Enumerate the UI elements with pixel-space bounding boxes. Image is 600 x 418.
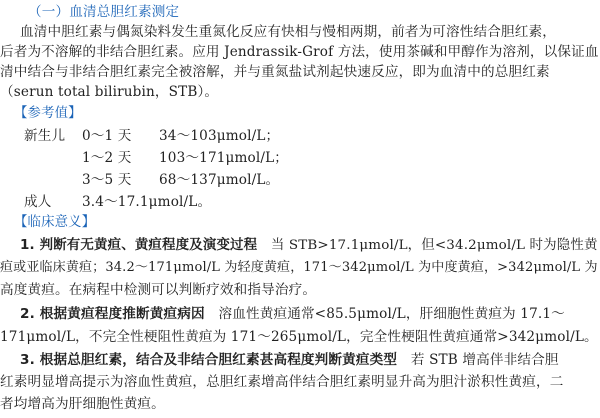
reference-row-newborn-0 xyxy=(24,126,279,146)
clinical-item-3-line-1 xyxy=(20,350,559,370)
reference-row-newborn-2 xyxy=(24,170,279,190)
clinical-item-3-line-3: 者均增高为肝细胞性黄疸。 xyxy=(0,396,165,412)
reference-row-newborn-1 xyxy=(24,148,288,168)
reference-value: 68～137μmol/L。 xyxy=(159,172,280,188)
reference-title: 【参考值】 xyxy=(14,106,82,121)
intro-line-3: 清中结合与非结合胆红素完全被溶解，并与重氮盐试剂起快速反应，即为血清中的总胆红素 xyxy=(0,64,550,80)
clinical-item-2-heading: 2. 根据黄疸程度推断黄疸病因 xyxy=(20,306,205,322)
reference-value: 103～171μmol/L； xyxy=(159,150,289,166)
adult-label: 成人 xyxy=(24,194,52,210)
adult-value: 3.4～17.1μmol/L。 xyxy=(82,194,212,210)
clinical-title: 【临床意义】 xyxy=(14,215,96,230)
reference-range: 3～5 天 xyxy=(82,172,132,188)
reference-value: 34～103μmol/L； xyxy=(159,128,280,144)
section-title: （一）血清总胆红素测定 xyxy=(28,4,180,20)
clinical-item-2-line-1 xyxy=(20,304,565,324)
intro-line-2: 后者为不溶解的非结合胆红素。应用 Jendrassik-Grof 方法，使用茶碱和甲醇作为溶剂，以保证血 xyxy=(0,44,599,60)
clinical-item-2-text: 溶血性黄疸通常<85.5μmol/L，肝细胞性黄疸为 17.1～ xyxy=(204,306,565,322)
reference-row-adult xyxy=(24,192,211,212)
intro-line-1: 血清中胆红素与偶氮染料发生重氮化反应有快相与慢相两期，前者为可溶性结合胆红素， xyxy=(20,24,557,40)
clinical-item-1-line-3: 高度黄疸。在病程中检测可以判断疗效和指导治疗。 xyxy=(0,282,317,298)
clinical-item-2-line-2: 171μmol/L，不完全性梗阻性黄疸为 171～265μmol/L，完全性梗阻性黄疸通常>342μmol/L。 xyxy=(0,329,598,345)
clinical-item-1-heading: 1. 判断有无黄疸、黄疸程度及演变过程 xyxy=(20,238,258,253)
intro-line-4: （serun total bilirubin，STB）。 xyxy=(0,84,219,100)
reference-range: 1～2 天 xyxy=(82,150,132,166)
clinical-item-1-text: 当 STB>17.1μmol/L，但<34.2μmol/L 时为隐性黄 xyxy=(257,238,598,253)
clinical-item-3-text: 若 STB 增高伴非结合胆 xyxy=(397,352,559,368)
clinical-item-1-line-1 xyxy=(20,236,598,256)
clinical-item-3-line-2: 红素明显增高提示为溶血性黄疸，总胆红素增高伴结合胆红素明显升高为胆汁淤积性黄疸，二 xyxy=(0,374,564,390)
clinical-item-3-heading: 3. 根据总胆红素，结合及非结合胆红素甚高程度判断黄疸类型 xyxy=(20,352,398,368)
reference-range: 0～1 天 xyxy=(82,128,132,144)
clinical-item-1-line-2: 疸或亚临床黄疸；34.2～171μmol/L 为轻度黄疸，171～342μmol/L 为中度黄疸，>342μmol/L 为 xyxy=(0,260,598,275)
newborn-label: 新生儿 xyxy=(24,128,66,144)
